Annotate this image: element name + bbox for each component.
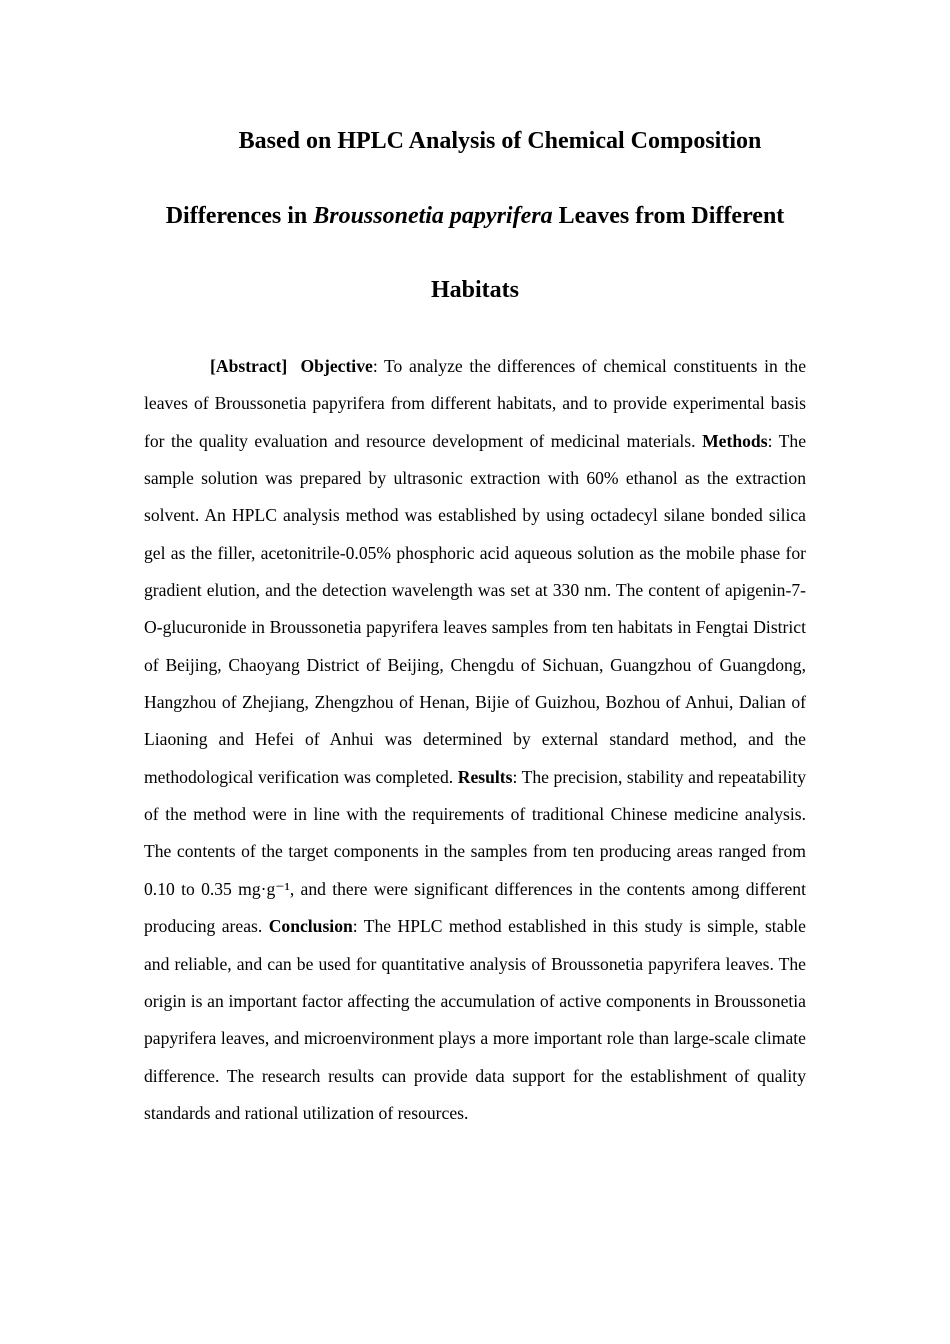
abstract-label: [Abstract]	[210, 356, 288, 376]
objective-label: Objective	[300, 356, 373, 376]
methods-text: : The sample solution was prepared by ultrasonic extraction with 60% ethanol as the extraction solvent. An HPLC analysis method was established by using octadecyl silane bonded silica gel as the filler, acetonitrile-0.05% phosphoric acid aqueous solution as the mobile phase for gradient elution, and the detection wavelength was set at 330 nm. The content of apigenin-7-O-glucuronide in Broussonetia papyrifera leaves samples from ten habitats in Fengtai District of Beijing, Chaoyang District of Beijing, Chengdu of Sichuan, Guangzhou of Guangdong, Hangzhou of Zhejiang, Zhengzhou of Henan, Bijie of Guizhou, Bozhou of Anhui, Dalian of Liaoning and Hefei of Anhui was determined by external standard method, and the methodological verification was completed.	[144, 430, 806, 787]
methods-label: Methods	[702, 430, 768, 451]
title-line-1	[25, 126, 950, 156]
title-species-name: Broussonetia papyrifera	[313, 203, 553, 229]
title-line-3	[0, 275, 950, 305]
title-text-2-prefix: Differences in	[165, 203, 314, 229]
objective-text: : To analyze the differences of chemical constituents in the leaves of Broussonetia papyrifera from different habitats, and to provide experimental basis for the quality evaluation and resource development of medicinal materials.	[144, 356, 806, 451]
conclusion-text: : The HPLC method established in this study is simple, stable and reliable, and can be used for quantitative analysis of Broussonetia papyrifera leaves. The origin is an important factor affecting the accumulation of active components in Broussonetia papyrifera leaves, and microenvironment plays a more important role than large-scale climate difference. The research results can provide data support for the establishment of quality standards and rational utilization of resources.	[144, 916, 806, 1123]
title-text-3: Habitats	[430, 277, 519, 303]
abstract-paragraph	[144, 348, 806, 1132]
conclusion-label: Conclusion	[268, 916, 353, 937]
results-label: Results	[457, 766, 513, 787]
results-text: : The precision, stability and repeatability of the method were in line with the requirements of traditional Chinese medicine analysis. The contents of the target components in the samples from ten producing areas ranged from 0.10 to 0.35 mg·g⁻¹, and there were significant differences in the contents among different producing areas.	[144, 766, 807, 937]
title-text-1: Based on HPLC Analysis of Chemical Composition	[238, 128, 762, 154]
title-text-2-suffix: Leaves from Different	[552, 203, 785, 229]
title-line-2	[0, 201, 950, 231]
